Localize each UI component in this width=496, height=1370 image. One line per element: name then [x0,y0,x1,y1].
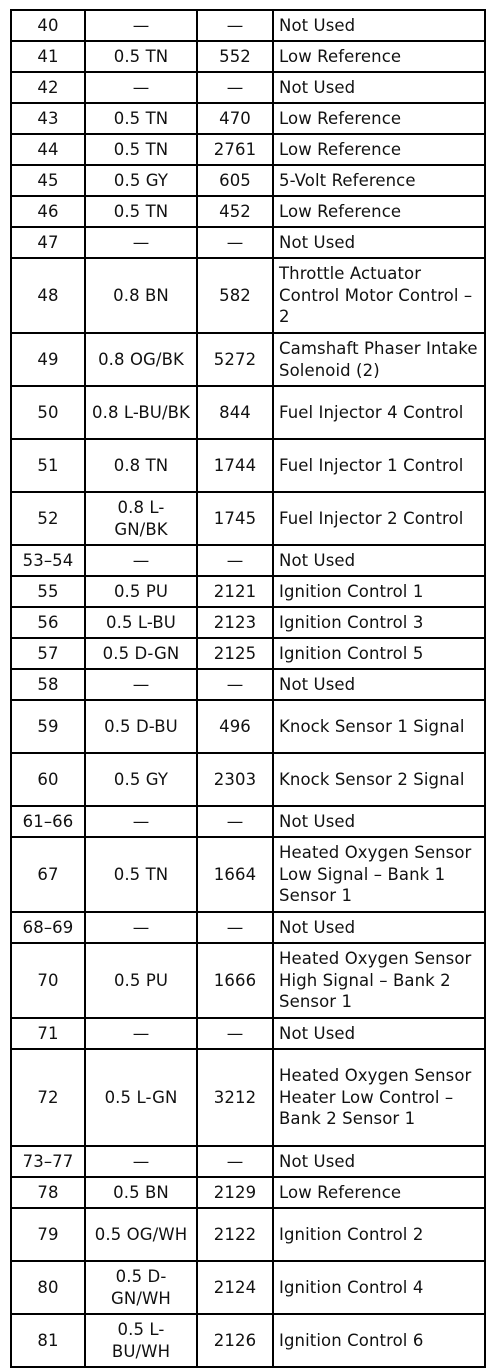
circuit-cell: 844 [197,386,273,439]
pin-cell: 48 [11,258,85,333]
function-cell: Heated Oxygen Sensor Heater Low Control – Bank 2 Sensor 1 [273,1049,485,1146]
circuit-cell: 1744 [197,439,273,492]
function-cell: Fuel Injector 1 Control [273,439,485,492]
wire-cell: 0.5 L-GN [85,1049,197,1146]
pin-cell: 73–77 [11,1146,85,1177]
wire-cell: 0.5 TN [85,41,197,72]
wire-cell: 0.5 D-GN [85,638,197,669]
pin-cell: 81 [11,1314,85,1367]
pin-cell: 53–54 [11,545,85,576]
table-row [11,700,485,753]
function-cell: Not Used [273,227,485,258]
function-cell: Ignition Control 4 [273,1261,485,1314]
wire-cell: 0.5 PU [85,943,197,1018]
wire-cell: 0.8 BN [85,258,197,333]
connector-pinout-table [10,9,486,1368]
circuit-cell: 605 [197,165,273,196]
wire-cell: 0.8 TN [85,439,197,492]
table-row [11,227,485,258]
table-row [11,638,485,669]
table-row [11,912,485,943]
circuit-cell: 2129 [197,1177,273,1208]
circuit-cell: 2126 [197,1314,273,1367]
wire-cell: 0.5 L-BU [85,607,197,638]
circuit-cell: 1745 [197,492,273,545]
wire-cell: — [85,912,197,943]
table-row [11,386,485,439]
pin-cell: 45 [11,165,85,196]
table-row [11,10,485,41]
wire-cell: — [85,10,197,41]
table-row [11,333,485,386]
table-row [11,1314,485,1367]
function-cell: Low Reference [273,103,485,134]
wire-cell: — [85,806,197,837]
wire-cell: — [85,669,197,700]
wire-cell: 0.5 TN [85,196,197,227]
table-row [11,1177,485,1208]
table-row [11,943,485,1018]
pin-cell: 44 [11,134,85,165]
pin-cell: 43 [11,103,85,134]
pin-cell: 52 [11,492,85,545]
pin-cell: 61–66 [11,806,85,837]
circuit-cell: 2121 [197,576,273,607]
pin-cell: 72 [11,1049,85,1146]
circuit-cell: 1666 [197,943,273,1018]
pin-cell: 42 [11,72,85,103]
circuit-cell: — [197,10,273,41]
pin-cell: 60 [11,753,85,806]
table-row [11,72,485,103]
pin-cell: 59 [11,700,85,753]
pin-cell: 80 [11,1261,85,1314]
table-row [11,134,485,165]
function-cell: Low Reference [273,41,485,72]
table-row [11,607,485,638]
table-row [11,258,485,333]
function-cell: 5-Volt Reference [273,165,485,196]
pin-cell: 78 [11,1177,85,1208]
function-cell: Low Reference [273,1177,485,1208]
wire-cell: 0.5 OG/WH [85,1208,197,1261]
function-cell: Not Used [273,545,485,576]
pin-cell: 55 [11,576,85,607]
circuit-cell: 2761 [197,134,273,165]
circuit-cell: — [197,1146,273,1177]
function-cell: Ignition Control 3 [273,607,485,638]
table-row [11,196,485,227]
wire-cell: 0.5 GY [85,753,197,806]
pin-cell: 51 [11,439,85,492]
pin-cell: 79 [11,1208,85,1261]
function-cell: Knock Sensor 2 Signal [273,753,485,806]
wire-cell: — [85,1018,197,1049]
circuit-cell: 552 [197,41,273,72]
wire-cell: 0.5 TN [85,134,197,165]
function-cell: Not Used [273,669,485,700]
circuit-cell: 2125 [197,638,273,669]
function-cell: Not Used [273,10,485,41]
function-cell: Camshaft Phaser Intake Solenoid (2) [273,333,485,386]
table-row [11,1018,485,1049]
circuit-cell: — [197,545,273,576]
wire-cell: 0.5 BN [85,1177,197,1208]
function-cell: Throttle Actuator Control Motor Control – 2 [273,258,485,333]
circuit-cell: 452 [197,196,273,227]
function-cell: Ignition Control 6 [273,1314,485,1367]
wire-cell: 0.5 TN [85,103,197,134]
table-row [11,1261,485,1314]
wire-cell: 0.5 L-BU/WH [85,1314,197,1367]
wire-cell: 0.5 D-BU [85,700,197,753]
function-cell: Not Used [273,1018,485,1049]
wire-cell: 0.5 D-GN/WH [85,1261,197,1314]
wire-cell: 0.8 OG/BK [85,333,197,386]
function-cell: Ignition Control 2 [273,1208,485,1261]
pinout-table-body [11,10,485,1367]
pin-cell: 71 [11,1018,85,1049]
circuit-cell: — [197,1018,273,1049]
table-row [11,837,485,912]
table-row [11,669,485,700]
table-row [11,753,485,806]
pin-cell: 67 [11,837,85,912]
circuit-cell: — [197,227,273,258]
function-cell: Low Reference [273,196,485,227]
wire-cell: — [85,227,197,258]
wire-cell: 0.5 PU [85,576,197,607]
wire-cell: 0.5 GY [85,165,197,196]
function-cell: Not Used [273,1146,485,1177]
circuit-cell: 582 [197,258,273,333]
circuit-cell: 2122 [197,1208,273,1261]
table-row [11,1049,485,1146]
circuit-cell: 496 [197,700,273,753]
table-row [11,165,485,196]
circuit-cell: 470 [197,103,273,134]
function-cell: Low Reference [273,134,485,165]
function-cell: Fuel Injector 4 Control [273,386,485,439]
table-row [11,1146,485,1177]
table-row [11,576,485,607]
pin-cell: 50 [11,386,85,439]
function-cell: Knock Sensor 1 Signal [273,700,485,753]
function-cell: Heated Oxygen Sensor Low Signal – Bank 1 Sensor 1 [273,837,485,912]
table-row [11,103,485,134]
wire-cell: — [85,545,197,576]
circuit-cell: — [197,806,273,837]
circuit-cell: 2123 [197,607,273,638]
table-row [11,545,485,576]
circuit-cell: 1664 [197,837,273,912]
pin-cell: 40 [11,10,85,41]
function-cell: Not Used [273,806,485,837]
circuit-cell: 2303 [197,753,273,806]
circuit-cell: 5272 [197,333,273,386]
function-cell: Ignition Control 5 [273,638,485,669]
pin-cell: 68–69 [11,912,85,943]
pin-cell: 49 [11,333,85,386]
table-row [11,439,485,492]
table-row [11,41,485,72]
pin-cell: 70 [11,943,85,1018]
function-cell: Not Used [273,912,485,943]
pin-cell: 41 [11,41,85,72]
function-cell: Ignition Control 1 [273,576,485,607]
wire-cell: — [85,1146,197,1177]
pin-cell: 58 [11,669,85,700]
wire-cell: 0.8 L-BU/BK [85,386,197,439]
pin-cell: 47 [11,227,85,258]
pin-cell: 46 [11,196,85,227]
circuit-cell: 2124 [197,1261,273,1314]
circuit-cell: 3212 [197,1049,273,1146]
pin-cell: 57 [11,638,85,669]
table-row [11,806,485,837]
circuit-cell: — [197,912,273,943]
wire-cell: 0.8 L-GN/BK [85,492,197,545]
function-cell: Heated Oxygen Sensor High Signal – Bank 2 Sensor 1 [273,943,485,1018]
table-row [11,492,485,545]
wire-cell: 0.5 TN [85,837,197,912]
wire-cell: — [85,72,197,103]
pin-cell: 56 [11,607,85,638]
function-cell: Not Used [273,72,485,103]
circuit-cell: — [197,72,273,103]
table-row [11,1208,485,1261]
circuit-cell: — [197,669,273,700]
function-cell: Fuel Injector 2 Control [273,492,485,545]
